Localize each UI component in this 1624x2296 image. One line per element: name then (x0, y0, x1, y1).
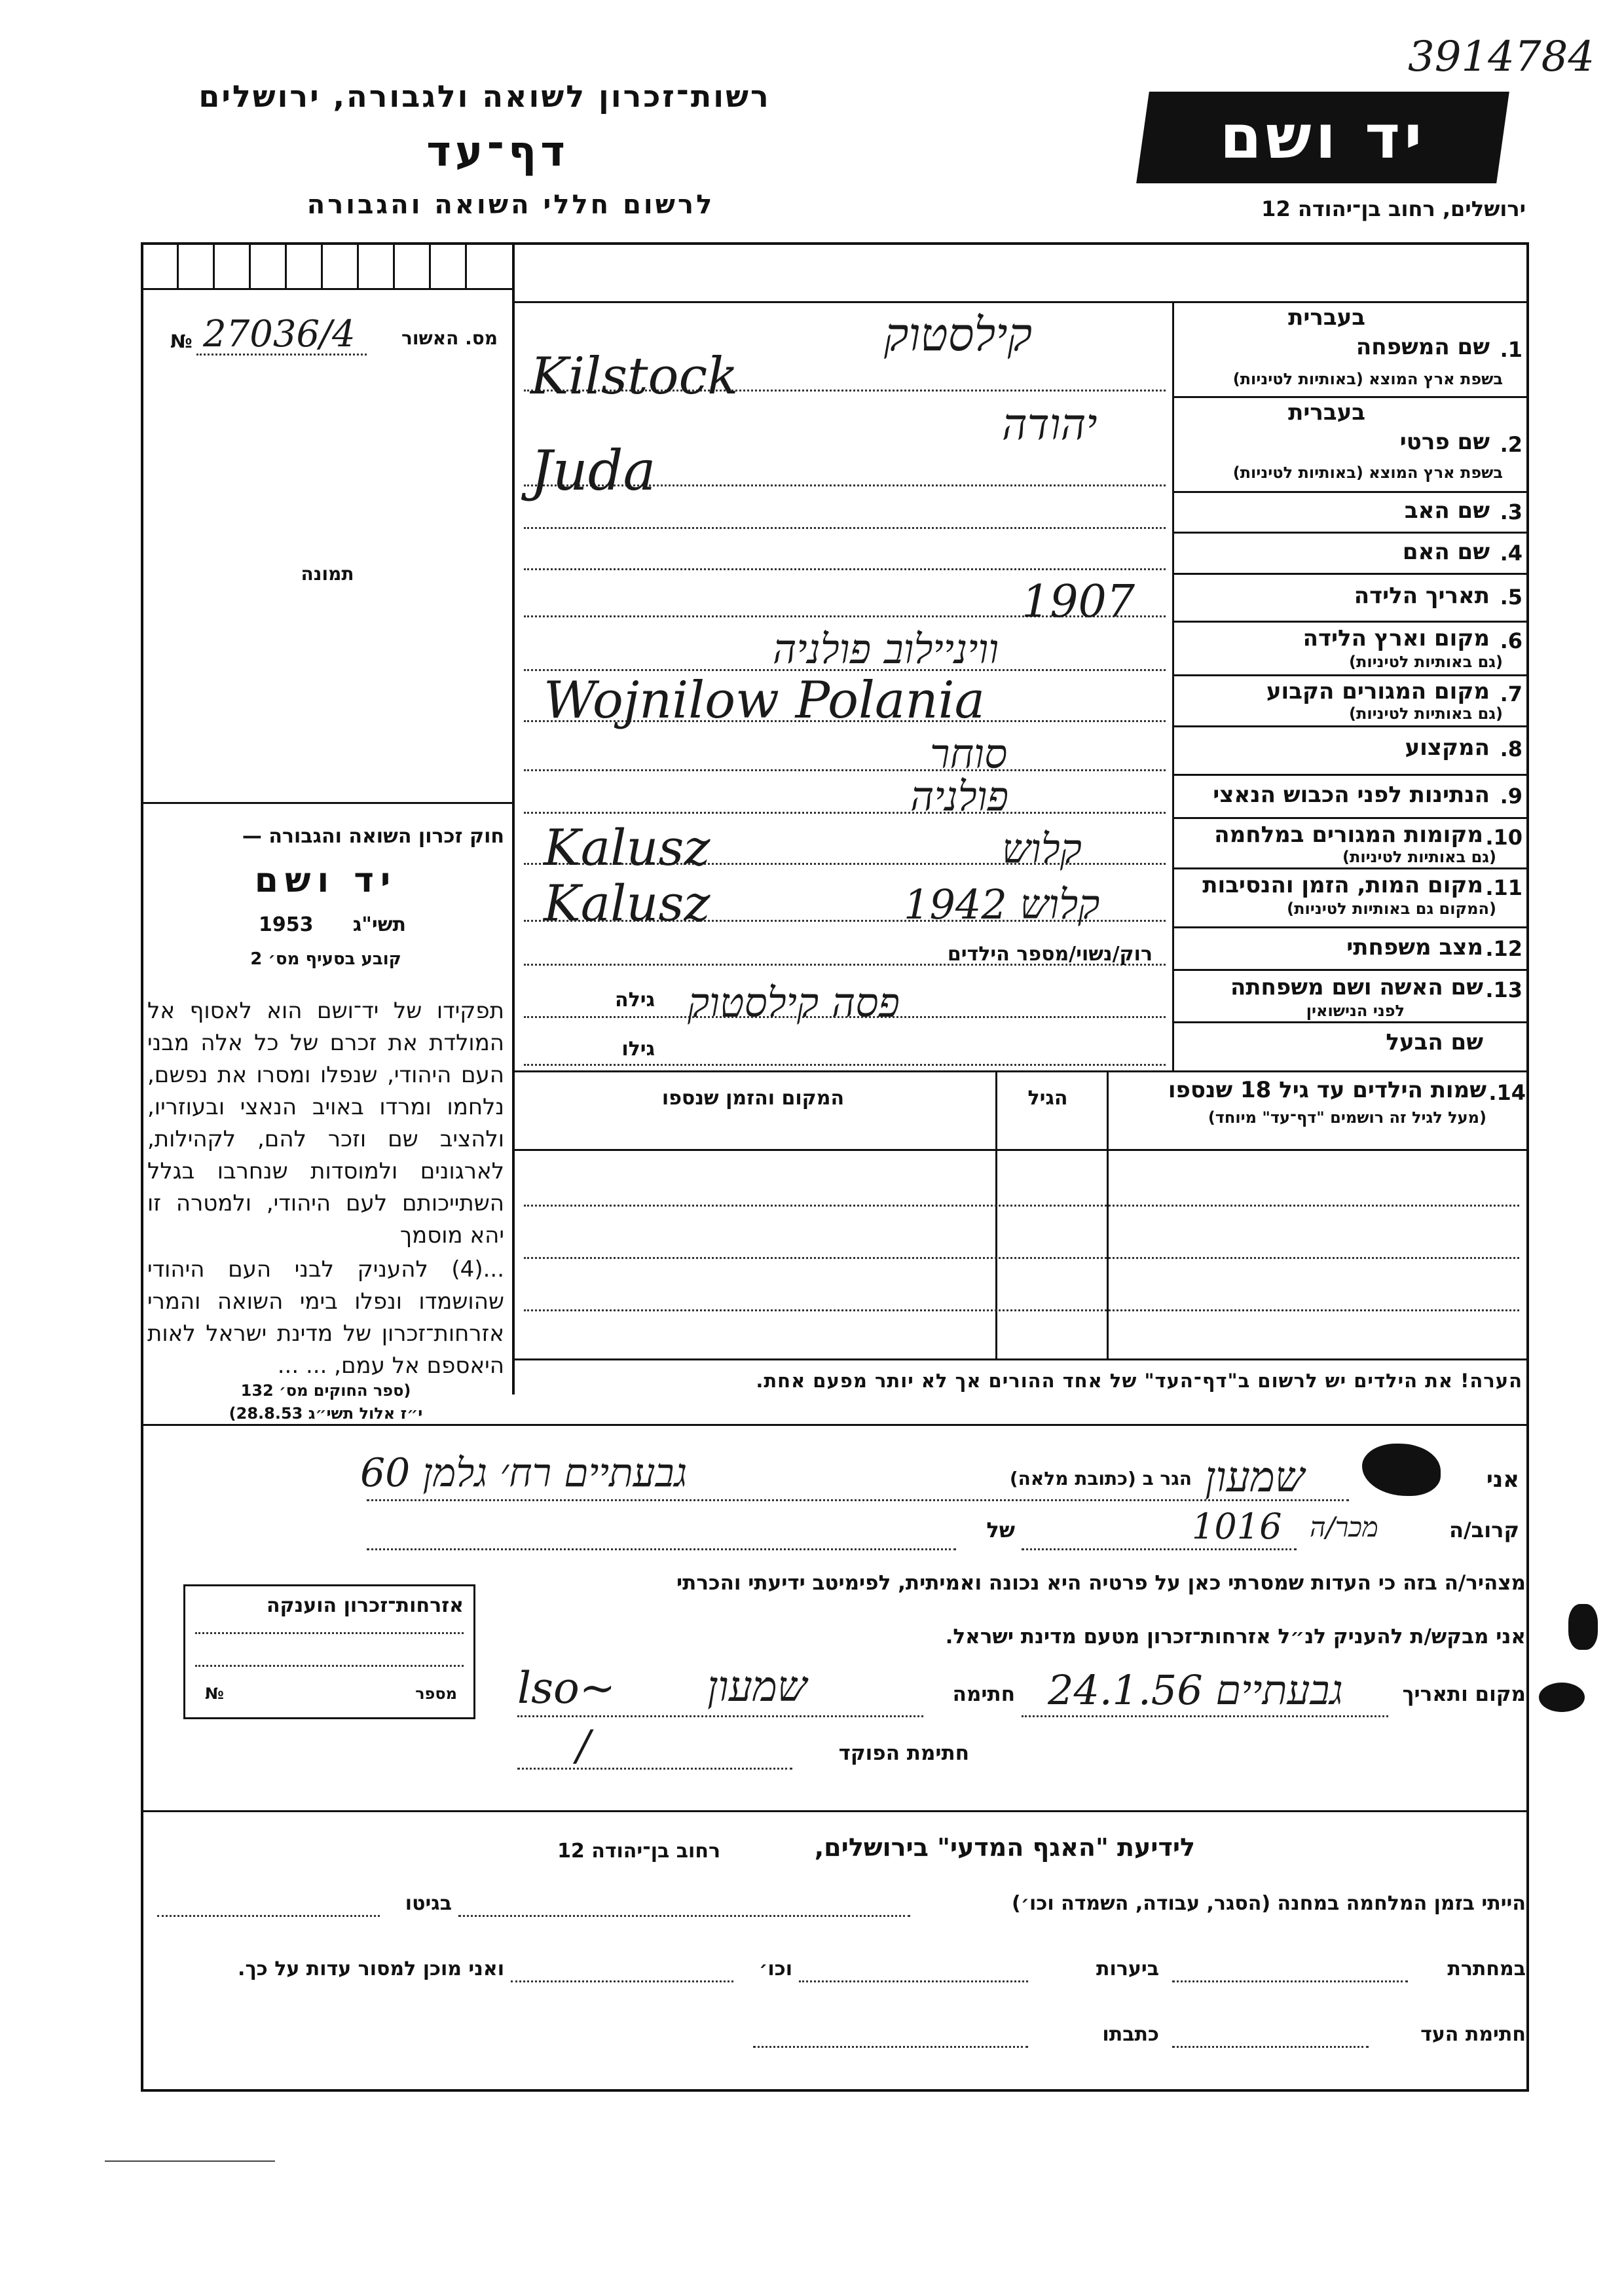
value-birth-place-lat: Wojnilow Polania (544, 671, 986, 730)
field-label: שם המשפחה (1356, 334, 1490, 360)
law-text-2: ...(4) להעניק לבני העם היהודי שהושמדו ונפלו בימי השואה והמרי אזרחות־זכרון של מדינת ישראל לאות היאספם אל עמם, ... ... (147, 1256, 504, 1379)
stamp-box-number-label: מספר (415, 1685, 457, 1703)
lang-tag-hebrew: בעברית (1288, 304, 1365, 331)
field-num: 4. (1500, 541, 1522, 566)
field-num: 1. (1500, 337, 1522, 362)
decl-mark: 1016 (1192, 1506, 1282, 1547)
official-signature-mark: / (576, 1722, 591, 1770)
children-subtitle: (מעל לגיל זה רושמים "דף־עד" מיוחד) (1208, 1108, 1486, 1127)
logo-text: יד ושם (1219, 102, 1426, 172)
footer-line-2a: במחתרת (1447, 1958, 1526, 1980)
field-sublabel: לפני הנישואין (1306, 1002, 1405, 1020)
margin-mark (1568, 1604, 1598, 1650)
value-death-place-lat: Kalusz (544, 874, 710, 932)
authority-title: רשות־זכרון לשואה ולגבורה, ירושלים (198, 79, 771, 114)
law-section: קובע בסעיף מס׳ 2 (250, 949, 401, 969)
footer-title: לידיעת "האגף המדעי" בירושלים, (814, 1833, 1195, 1862)
field-num: 14. (1488, 1080, 1526, 1105)
field-label: מקום וארץ הלידה (1302, 625, 1490, 651)
law-name: יד ושם (254, 861, 397, 900)
footer-line-2d: ואני מוכן למסור עדות על כך. (238, 1958, 504, 1980)
field-label: מקומות המגורים במלחמה (1214, 822, 1483, 848)
field-num: 6. (1500, 629, 1522, 653)
value-birth-date: 1907 (1022, 576, 1135, 628)
law-title: חוק זכרון השואה והגבורה — (242, 825, 504, 848)
handwritten-ref-number: 3914784 (1408, 33, 1595, 81)
value-family-name-lat: Kilstock (530, 347, 739, 406)
decl-place-date: גבעתיים 24.1.56 (1048, 1666, 1343, 1714)
cert-number-prefix: № (170, 331, 193, 352)
stamp-box-number-prefix: № (205, 1685, 224, 1703)
field-sublabel: בשפת ארץ המוצא (באותיות לטיניות) (1232, 464, 1503, 482)
law-text-1: תפקידו של יד־ושם הוא לאסוף אל המולדת את זכרם של כל אלה מבני העם היהודי, שנפלו ומסרו את נפשם, נלחמו ומרדו באויב הנאצי ובעוזריו, ולהציב שם וזכר להם, לקהילות, לארגונים ולמוסדות שנחרבו בגלל השתייכותם לעם היהודי, ולמטרה זו יהא מוסמך (147, 998, 504, 1248)
law-ref-1: (ספר החוקים מס׳ 132 (240, 1381, 411, 1400)
field-label: תאריך הלידה (1354, 583, 1490, 609)
field-label: מקום המות, הזמן והנסיבות (1202, 872, 1483, 898)
footer-line-3b: כתבתו (1102, 2023, 1159, 2046)
cert-number-label: מס. האשור (401, 327, 498, 349)
value-wartime-residence-lat: Kalusz (544, 818, 710, 877)
yad-vashem-logo (1136, 92, 1509, 183)
stamp-box-title: אזרחות־זכרון הוענקה (266, 1594, 464, 1617)
field-num: 12. (1485, 936, 1522, 961)
children-note: הערה! את הילדים יש לרשום ב"דף־העד" של אחד ההורים אך לא יותר מפעם אחת. (756, 1370, 1522, 1392)
footer-line-2c: וכו׳ (759, 1958, 792, 1980)
law-year: 1953 (259, 913, 314, 936)
decl-i-label: אני (1486, 1467, 1519, 1493)
children-title: שמות הילדים עד גיל 18 שנספו (1168, 1077, 1486, 1103)
value-birth-place-heb: וויניילוב פולניה (773, 625, 999, 673)
value-wife-name: פסה קילסטוק (688, 979, 900, 1027)
lang-tag-hebrew: בעברית (1288, 399, 1365, 426)
field-num: 8. (1500, 737, 1522, 761)
decl-address: גבעתיים רח׳ גלמן 60 (360, 1450, 688, 1496)
form-title: דף־עד (426, 128, 569, 176)
form-subtitle: לרשום חללי השואה והגבורה (306, 190, 715, 220)
field-num: 2. (1500, 432, 1522, 457)
check-boxes (141, 242, 514, 288)
decl-name: שמעון (1205, 1453, 1305, 1502)
wife-age-label: גילה (615, 989, 655, 1011)
memorial-citizenship-box (183, 1584, 475, 1719)
decl-of-label: של (986, 1518, 1015, 1542)
value-first-name-heb: יהודה (1002, 399, 1098, 450)
photo-label: תמונה (301, 563, 354, 585)
husband-age-label: גילו (621, 1038, 655, 1061)
decl-signature: שמעון (707, 1663, 807, 1711)
field-label: הנתינות לפני הכבוש הנאצי (1213, 782, 1490, 808)
field-label: שם האם (1402, 539, 1490, 565)
decl-statement-2: אני מבקש/ת להעניק לנ״ל אזרחות־זכרון מטעם מדינת ישראל. (945, 1625, 1526, 1649)
field-label: מקום המגורים הקבוע (1266, 678, 1490, 704)
margin-mark (1539, 1683, 1585, 1712)
decl-relative-label: קרוב/ה (1449, 1518, 1519, 1542)
value-nationality: פולניה (910, 773, 1009, 820)
field-num: 3. (1500, 500, 1522, 524)
field-num: 9. (1500, 784, 1522, 809)
official-signature-label: חתימת הפוקד (838, 1741, 969, 1765)
footer-line-1a: הייתי בזמן המלחמה במחנה (הסגר, עבודה, השמדה וכו׳) (1012, 1892, 1526, 1915)
decl-residing-label: הגר ב (כתובת מלאה) (1009, 1468, 1192, 1489)
field-sublabel: בשפת ארץ המוצא (באותיות לטיניות) (1232, 370, 1503, 388)
decl-relative-value: מכר/ה (1310, 1511, 1378, 1543)
field-label: שם הבעל (1386, 1029, 1483, 1055)
col-place-header: המקום והזמן שנספו (661, 1087, 845, 1110)
field-num: 11. (1485, 875, 1522, 900)
field-sublabel: (המקום גם באותיות לטיניות) (1287, 900, 1496, 918)
field-label: שם האשה ושם משפחתה (1230, 974, 1483, 1000)
decl-statement-1: מצהיר/ה בזה כי העדות שמסרתי כאן על פרטיה היא נכונה ואמיתית, לפימיטב ידיעתי והכרתי (676, 1571, 1526, 1595)
value-marital-status: רוק/נשוי/מספר הילדים (947, 943, 1153, 966)
field-sublabel: (גם באותיות לטיניות) (1342, 848, 1496, 866)
decl-signature-scribble: lso~ (517, 1663, 616, 1713)
value-wartime-residence-heb: קלוש (1002, 825, 1082, 873)
field-sublabel: (גם באותיות לטיניות) (1349, 653, 1503, 671)
field-label: שם פרטי (1399, 429, 1490, 455)
field-sublabel: (גם באותיות לטיניות) (1349, 704, 1503, 723)
field-num: 7. (1500, 682, 1522, 706)
law-ref-2: י״ז אלול תשי״ג 28.8.53) (229, 1404, 423, 1423)
field-num: 13. (1485, 977, 1522, 1002)
field-label: שם האב (1404, 498, 1490, 524)
footer-line-2b: ביערות (1096, 1958, 1159, 1980)
field-num: 10. (1485, 825, 1522, 850)
field-label: מצב משפחתי (1346, 934, 1483, 960)
value-death-place-heb: קלוש 1942 (904, 881, 1100, 928)
cert-number: 27036/4 (203, 313, 356, 355)
decl-signature-label: חתימה (952, 1683, 1015, 1706)
value-residence: סוחר (930, 730, 1008, 778)
footer-line-1b: בגיטו (405, 1892, 452, 1915)
address: ירושלים, רחוב בן־יהודה 12 (1261, 196, 1526, 221)
field-label: המקצוע (1405, 735, 1490, 761)
footer-line-3a: חתימת העד (1420, 2023, 1526, 2046)
value-family-name-heb: קילסטוק (884, 308, 1033, 361)
decl-place-date-label: מקום ותאריך (1402, 1683, 1526, 1706)
footer-address: רחוב בן־יהודה 12 (557, 1840, 720, 1863)
col-age-header: הגיל (1027, 1087, 1068, 1110)
field-num: 5. (1500, 585, 1522, 610)
value-first-name-lat: Juda (530, 439, 656, 503)
law-year-heb: תשי"ג (352, 913, 406, 936)
